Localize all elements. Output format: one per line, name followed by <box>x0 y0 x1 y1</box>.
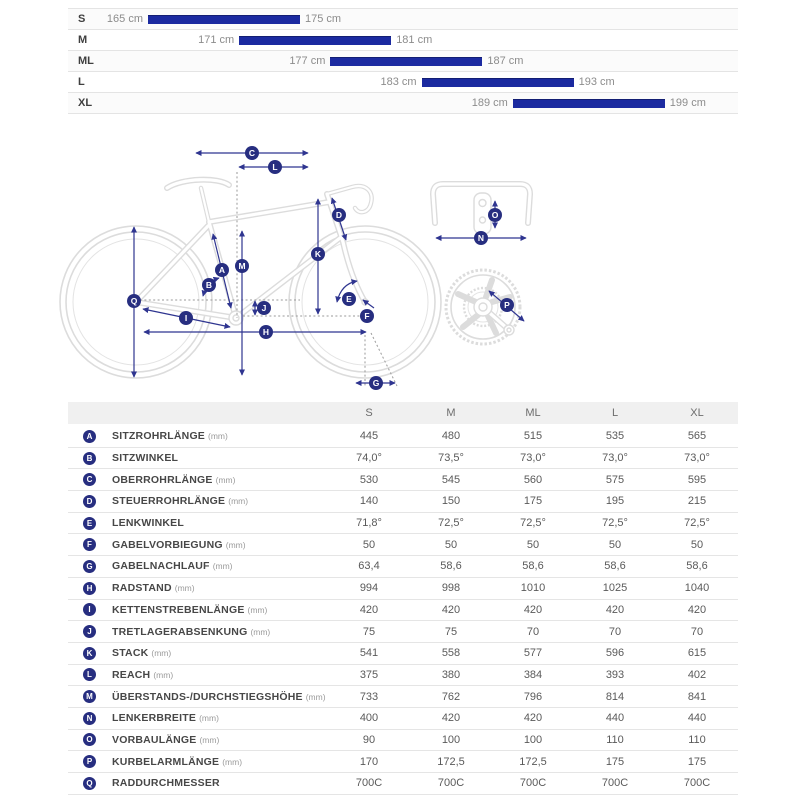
geometry-value: 700C <box>601 777 629 790</box>
geometry-value: 577 <box>523 647 543 660</box>
geometry-value: 100 <box>441 733 461 746</box>
height-range-bar <box>330 57 482 66</box>
geometry-value: 75 <box>362 625 376 638</box>
geometry-value: 762 <box>441 690 461 703</box>
row-label-cell <box>68 517 328 530</box>
svg-text:G: G <box>372 378 380 389</box>
geometry-value: 75 <box>444 625 458 638</box>
svg-text:O: O <box>491 210 499 221</box>
geometry-value: 420 <box>687 603 707 616</box>
geometry-value: 58,6 <box>440 560 462 573</box>
geometry-value: 58,6 <box>604 560 626 573</box>
height-min-label: 189 cm <box>471 97 508 109</box>
diagram-marker-m <box>235 259 249 273</box>
geometry-row-q <box>68 773 738 795</box>
geometry-value: 384 <box>523 668 543 681</box>
row-label: VORBAULÄNGE <box>112 733 197 746</box>
geometry-value: 515 <box>523 430 543 443</box>
row-label: TRETLAGERABSENKUNG <box>112 625 248 638</box>
diagram-marker-a <box>215 263 229 277</box>
geometry-value: 440 <box>687 712 707 725</box>
measurement-arrows <box>134 153 526 383</box>
row-marker-badge: I <box>83 603 96 616</box>
row-unit: (mm) <box>247 604 268 615</box>
column-header-m: M <box>446 407 456 419</box>
height-max-label: 193 cm <box>578 76 615 88</box>
geometry-row-o <box>68 730 738 752</box>
geometry-table-header <box>68 402 738 424</box>
geometry-row-g <box>68 556 738 578</box>
diagram-marker-l <box>268 160 282 174</box>
row-unit: (mm) <box>153 669 174 680</box>
geometry-value: 558 <box>441 647 461 660</box>
geometry-value: 195 <box>605 495 625 508</box>
row-marker-badge: G <box>83 560 96 573</box>
geometry-value: 400 <box>359 712 379 725</box>
geometry-value: 70 <box>526 625 540 638</box>
geometry-value: 100 <box>523 733 543 746</box>
geometry-value: 172,5 <box>519 755 547 768</box>
diagram-marker-f <box>360 309 374 323</box>
svg-text:Q: Q <box>130 296 138 307</box>
geometry-value: 545 <box>441 473 461 486</box>
geometry-value: 140 <box>359 495 379 508</box>
geometry-value: 175 <box>605 755 625 768</box>
row-label: ÜBERSTANDS-/DURCHSTIEGSHÖHE <box>112 690 303 703</box>
geometry-value: 175 <box>523 495 543 508</box>
geometry-row-i <box>68 600 738 622</box>
row-label-cell <box>68 733 328 746</box>
diagram-marker-q <box>127 294 141 308</box>
column-header-xl: XL <box>690 407 704 419</box>
geometry-value: 994 <box>359 582 379 595</box>
geometry-row-b <box>68 448 738 470</box>
row-marker-badge: B <box>83 452 96 465</box>
diagram-marker-o <box>488 208 502 222</box>
geometry-value: 50 <box>362 538 376 551</box>
geometry-value: 530 <box>359 473 379 486</box>
diagram-marker-h <box>259 325 273 339</box>
height-max-label: 199 cm <box>669 97 706 109</box>
geometry-value: 58,6 <box>522 560 544 573</box>
svg-text:E: E <box>346 294 352 305</box>
geometry-row-n <box>68 708 738 730</box>
height-max-label: 175 cm <box>305 13 342 25</box>
row-unit: (mm) <box>222 756 243 767</box>
geometry-table <box>68 402 738 795</box>
diagram-marker-c <box>245 146 259 160</box>
geometry-value: 541 <box>359 647 379 660</box>
geometry-value: 375 <box>359 668 379 681</box>
height-min-label: 165 cm <box>106 13 143 25</box>
row-unit: (mm) <box>212 561 233 572</box>
row-marker-badge: A <box>83 430 96 443</box>
geometry-value: 150 <box>441 495 461 508</box>
row-marker-badge: M <box>83 690 96 703</box>
geometry-value: 445 <box>359 430 379 443</box>
geometry-value: 170 <box>359 755 379 768</box>
row-marker-badge: K <box>83 647 96 660</box>
row-label: RADSTAND <box>112 582 172 595</box>
geometry-value: 700C <box>355 777 383 790</box>
svg-text:H: H <box>262 327 270 338</box>
row-unit: (mm) <box>208 431 228 442</box>
geometry-value: 480 <box>441 430 461 443</box>
row-label-cell <box>68 777 328 790</box>
geometry-value: 70 <box>690 625 704 638</box>
row-label: SITZWINKEL <box>112 452 179 465</box>
row-label: LENKWINKEL <box>112 517 184 530</box>
size-row-xl <box>68 93 738 114</box>
geometry-row-c <box>68 469 738 491</box>
geometry-row-h <box>68 578 738 600</box>
row-label: REACH <box>112 668 151 681</box>
row-marker-badge: D <box>83 495 96 508</box>
row-label: SITZROHRLÄNGE <box>112 430 206 443</box>
column-header-l: L <box>611 407 619 419</box>
row-label: STEUERROHRLÄNGE <box>112 495 226 508</box>
geometry-value: 50 <box>608 538 622 551</box>
geometry-value: 700C <box>437 777 465 790</box>
height-range-bar <box>513 99 665 108</box>
geometry-value: 110 <box>688 733 706 746</box>
height-max-label: 181 cm <box>396 34 433 46</box>
row-label: KURBELARMLÄNGE <box>112 755 220 768</box>
size-row-l <box>68 72 738 93</box>
row-label: KETTENSTREBENLÄNGE <box>112 603 245 616</box>
geometry-row-a <box>68 426 738 448</box>
row-label: GABELNACHLAUF <box>112 560 210 573</box>
row-label-cell <box>68 560 328 573</box>
diagram-marker-e <box>342 292 356 306</box>
row-unit: (mm) <box>250 626 271 637</box>
svg-text:M: M <box>238 261 246 272</box>
row-marker-badge: L <box>83 668 96 681</box>
geometry-value: 535 <box>605 430 625 443</box>
row-marker-badge: C <box>83 473 96 486</box>
geometry-value: 73,0° <box>684 452 710 465</box>
geometry-value: 420 <box>441 712 461 725</box>
geometry-value: 72,5° <box>520 517 546 530</box>
row-label-cell <box>68 430 328 443</box>
geometry-value: 50 <box>444 538 458 551</box>
geometry-value: 700C <box>683 777 711 790</box>
geometry-value: 1040 <box>684 582 710 595</box>
handlebar-diagram <box>433 184 530 234</box>
row-marker-badge: F <box>83 538 96 551</box>
row-label-cell <box>68 647 328 660</box>
geometry-value: 420 <box>523 603 543 616</box>
row-label: RADDURCHMESSER <box>112 777 220 790</box>
geometry-value: 58,6 <box>686 560 708 573</box>
height-max-label: 187 cm <box>487 55 524 67</box>
geometry-value: 565 <box>687 430 707 443</box>
height-range-bar <box>422 78 574 87</box>
height-min-label: 183 cm <box>380 76 417 88</box>
svg-text:N: N <box>477 233 485 244</box>
row-label: STACK <box>112 647 149 660</box>
svg-text:D: D <box>335 210 343 221</box>
row-label: GABELVORBIEGUNG <box>112 538 223 551</box>
geometry-row-p <box>68 751 738 773</box>
size-label: L <box>78 76 85 88</box>
geometry-value: 73,5° <box>438 452 464 465</box>
size-label: S <box>78 13 86 25</box>
row-unit: (mm) <box>199 713 219 724</box>
row-label-cell <box>68 495 328 508</box>
reference-lines <box>140 172 397 387</box>
geometry-value: 814 <box>605 690 625 703</box>
row-unit: (mm) <box>305 691 326 702</box>
geometry-value: 420 <box>605 603 625 616</box>
row-unit: (mm) <box>199 734 220 745</box>
geometry-row-e <box>68 513 738 535</box>
height-min-label: 177 cm <box>289 55 326 67</box>
geometry-value: 420 <box>359 603 379 616</box>
geometry-value: 73,0° <box>602 452 628 465</box>
geometry-value: 172,5 <box>437 755 465 768</box>
diagram-marker-g <box>369 376 383 390</box>
svg-text:K: K <box>314 249 322 260</box>
geometry-value: 380 <box>441 668 461 681</box>
row-marker-badge: J <box>83 625 96 638</box>
geometry-value: 175 <box>687 755 707 768</box>
row-unit: (mm) <box>228 496 249 507</box>
svg-text:A: A <box>218 265 226 276</box>
geometry-value: 575 <box>605 473 625 486</box>
height-min-label: 171 cm <box>198 34 235 46</box>
row-label-cell <box>68 668 328 681</box>
geometry-row-j <box>68 621 738 643</box>
svg-text:I: I <box>184 313 188 324</box>
geometry-row-m <box>68 686 738 708</box>
geometry-value: 420 <box>441 603 461 616</box>
row-unit: (mm) <box>174 583 195 594</box>
geometry-value: 440 <box>605 712 625 725</box>
geometry-row-d <box>68 491 738 513</box>
diagram-marker-d <box>332 208 346 222</box>
geometry-value: 70 <box>608 625 622 638</box>
size-label: M <box>78 34 88 46</box>
size-row-m <box>68 30 738 51</box>
row-label: LENKERBREITE <box>112 712 197 725</box>
geometry-value: 71,8° <box>356 517 382 530</box>
size-label: XL <box>78 97 93 109</box>
svg-text:P: P <box>504 300 510 311</box>
row-label-cell <box>68 582 328 595</box>
row-marker-badge: O <box>83 733 96 746</box>
bike-outline <box>60 180 441 378</box>
geometry-diagram <box>0 130 800 400</box>
geometry-value: 215 <box>687 495 707 508</box>
geometry-value: 1010 <box>520 582 546 595</box>
geometry-value: 1025 <box>602 582 628 595</box>
rider-height-chart <box>68 8 738 114</box>
row-unit: (mm) <box>151 648 172 659</box>
svg-text:B: B <box>205 280 213 291</box>
geometry-value: 796 <box>523 690 543 703</box>
diagram-marker-b <box>202 278 216 292</box>
geometry-value: 596 <box>605 647 625 660</box>
geometry-row-k <box>68 643 738 665</box>
geometry-row-f <box>68 534 738 556</box>
row-marker-badge: P <box>83 755 96 768</box>
row-label-cell <box>68 473 328 486</box>
geometry-value: 74,0° <box>356 452 382 465</box>
column-header-s: S <box>365 407 373 419</box>
diagram-marker-p <box>500 298 514 312</box>
geometry-value: 998 <box>441 582 461 595</box>
geometry-value: 72,5° <box>684 517 710 530</box>
geometry-table-body <box>68 426 738 795</box>
geometry-value: 595 <box>687 473 707 486</box>
diagram-marker-j <box>257 301 271 315</box>
geometry-row-l <box>68 665 738 687</box>
svg-text:F: F <box>364 311 370 322</box>
row-label-cell <box>68 625 328 638</box>
height-range-bar <box>239 36 391 45</box>
geometry-value: 50 <box>526 538 540 551</box>
row-marker-badge: Q <box>83 777 96 790</box>
size-row-ml <box>68 51 738 72</box>
row-marker-badge: E <box>83 517 96 530</box>
geometry-value: 615 <box>687 647 707 660</box>
geometry-value: 841 <box>687 690 707 703</box>
row-label-cell <box>68 452 328 465</box>
geometry-value: 733 <box>359 690 379 703</box>
geometry-value: 110 <box>606 733 624 746</box>
size-label: ML <box>78 55 94 67</box>
row-label-cell <box>68 755 328 768</box>
geometry-value: 50 <box>690 538 704 551</box>
row-label: OBERROHRLÄNGE <box>112 473 213 486</box>
row-label-cell <box>68 690 328 703</box>
geometry-value: 393 <box>605 668 625 681</box>
svg-text:C: C <box>248 148 256 159</box>
geometry-value: 402 <box>687 668 707 681</box>
row-marker-badge: N <box>83 712 96 725</box>
geometry-value: 63,4 <box>358 560 380 573</box>
height-range-bar <box>148 15 300 24</box>
geometry-value: 72,5° <box>438 517 464 530</box>
column-header-ml: ML <box>525 407 541 419</box>
row-label-cell <box>68 603 328 616</box>
diagram-marker-k <box>311 247 325 261</box>
geometry-value: 560 <box>523 473 543 486</box>
row-label-cell <box>68 538 328 551</box>
diagram-marker-i <box>179 311 193 325</box>
geometry-value: 90 <box>362 733 376 746</box>
size-row-s <box>68 9 738 30</box>
geometry-value: 700C <box>519 777 547 790</box>
diagram-marker-n <box>474 231 488 245</box>
row-marker-badge: H <box>83 582 96 595</box>
row-label-cell <box>68 712 328 725</box>
svg-text:J: J <box>261 303 267 314</box>
svg-text:L: L <box>272 162 278 173</box>
row-unit: (mm) <box>215 474 236 485</box>
geometry-value: 73,0° <box>520 452 546 465</box>
geometry-value: 72,5° <box>602 517 628 530</box>
row-unit: (mm) <box>225 539 246 550</box>
geometry-value: 420 <box>523 712 543 725</box>
